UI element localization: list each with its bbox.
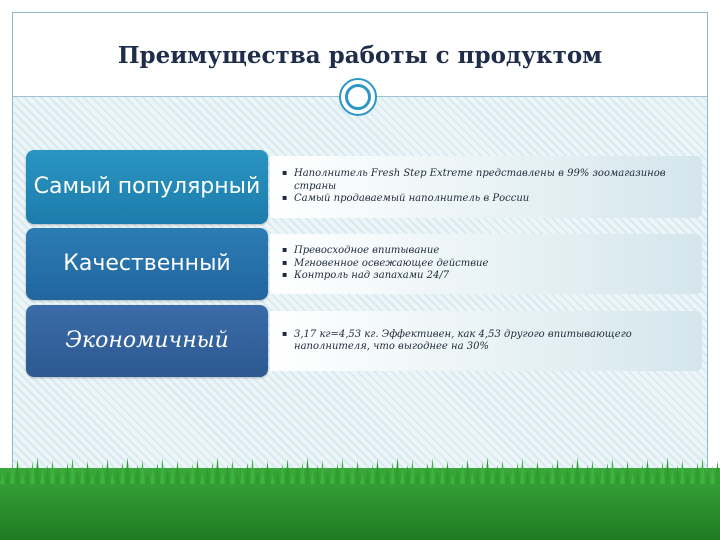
grass-blade [465,459,470,484]
grass-blade [560,472,565,484]
advantage-description-economy [270,311,702,371]
grass-blade [10,464,15,484]
grass-blade [165,471,170,484]
grass-blade [210,462,215,484]
bullet-item: ▪ Самый продаваемый наполнитель в России [282,193,692,206]
advantage-description-popular [270,156,702,218]
grass-blade [50,460,55,484]
grass-blade [135,465,140,484]
bullet-item: ▪ Мгновенное освежающее действие [282,258,692,271]
grass-blade [285,459,290,484]
grass-blade [105,459,110,484]
grass-blade [515,463,520,484]
grass-blade [445,461,450,484]
grass-blade [490,470,495,484]
grass-blade [425,463,430,484]
grass-blade [405,465,410,484]
grass-blade [0,474,5,484]
grass-blade [295,467,300,484]
grass-blade [270,474,275,484]
grass-blade [65,463,70,484]
grass-blade [500,460,505,484]
grass-blade [705,471,710,484]
grass-blade [390,462,395,484]
grass-blade [280,464,285,484]
grass-blade [220,470,225,484]
grass-blade [275,469,280,484]
grass-blade [520,458,525,484]
grass-blade [695,463,700,484]
grass-blade [240,468,245,484]
bullet-list [282,168,692,206]
grass-blade [400,470,405,484]
grass-blade [525,471,530,484]
grass-blade [305,457,310,484]
grass-blade [205,467,210,484]
grass-blade [690,468,695,484]
grass-blade [215,457,220,484]
grass-blade [30,462,35,484]
grass-blade [580,470,585,484]
grass-blade [575,457,580,484]
grass-blade [550,464,555,484]
grass-blade [640,464,645,484]
advantage-label-economy: Экономичный [26,305,268,377]
advantage-label-popular: Самый популярный [26,150,268,224]
bullet-item: ▪ Наполнитель Fresh Step Extreme представлены в 99% зоомагазинов страны [282,168,692,193]
grass-blade [590,460,595,484]
grass-blade [345,471,350,484]
grass-blade [140,460,145,484]
grass-blade [60,468,65,484]
grass-blade [90,474,95,484]
grass-decoration [0,468,720,540]
grass-blade [350,466,355,484]
grass-blade [380,472,385,484]
grass-blade [435,471,440,484]
grass-blade [410,460,415,484]
grass-blade [5,469,10,484]
grass-blade [480,462,485,484]
grass-blade [415,473,420,484]
grass-blade [530,466,535,484]
bullet-item: ▪ 3,17 кг=4,53 кг. Эффективен, как 4,53 другого впитывающего наполнителя, что выгоднее на 30% [282,329,692,354]
grass-blade [635,469,640,484]
grass-blade [655,467,660,484]
grass-blade [565,467,570,484]
grass-blade [570,462,575,484]
grass-blade [645,459,650,484]
grass-blade [15,459,20,484]
grass-blade [195,459,200,484]
bullet-item: ▪ Контроль над запахами 24/7 [282,270,692,283]
grass-blade [325,473,330,484]
advantage-label-quality: Качественный [26,228,268,300]
grass-blade [455,469,460,484]
grass-blade [85,461,90,484]
grass-blade [255,471,260,484]
advantage-row-quality [26,228,702,300]
advantage-row-popular [26,150,702,224]
grass-blade [430,458,435,484]
grass-blade [315,465,320,484]
grass-blade [625,461,630,484]
grass-blade [510,468,515,484]
grass-blade [395,457,400,484]
grass-blade [650,472,655,484]
grass-blade [245,463,250,484]
grass-blade [715,461,720,484]
grass-blade [170,466,175,484]
grass-blade [615,471,620,484]
grass-blade [155,463,160,484]
grass-blade [20,472,25,484]
advantage-row-economy [26,305,702,377]
grass-blade [320,460,325,484]
grass-blade [555,459,560,484]
grass-blade [190,464,195,484]
grass-blade [355,461,360,484]
grass-blade [330,468,335,484]
grass-blade [45,465,50,484]
grass-blade [540,474,545,484]
grass-blade [700,458,705,484]
grass-blade [685,473,690,484]
grass-blade [130,470,135,484]
grass-blade [175,461,180,484]
grass-blade [680,460,685,484]
grass-blade [225,465,230,484]
grass-blade [440,466,445,484]
bullet-list [282,329,692,354]
grass-blade [535,461,540,484]
grass-blade [385,467,390,484]
grass-blade [110,472,115,484]
grass-blade [230,460,235,484]
grass-blade [340,458,345,484]
grass-blade [95,469,100,484]
grass-blades [0,454,720,484]
grass-blade [710,466,715,484]
grass-blade [335,463,340,484]
grass-blade [180,474,185,484]
grass-blade [360,474,365,484]
grass-blade [200,472,205,484]
grass-blade [620,466,625,484]
grass-blade [545,469,550,484]
grass-blade [120,462,125,484]
grass-blade [605,463,610,484]
grass-blade [300,462,305,484]
grass-blade [25,467,30,484]
grass-blade [55,473,60,484]
grass-blade [100,464,105,484]
grass-blade [250,458,255,484]
grass-blade [470,472,475,484]
grass-blade [505,473,510,484]
grass-blade [610,458,615,484]
grass-blade [145,473,150,484]
grass-blade [475,467,480,484]
grass-blade [370,464,375,484]
grass-blade [665,457,670,484]
grass-blade [450,474,455,484]
grass-blade [630,474,635,484]
grass-blade [365,469,370,484]
grass-blade [35,457,40,484]
grass-blade [185,469,190,484]
grass-blade [260,466,265,484]
grass-blade [290,472,295,484]
grass-blade [495,465,500,484]
grass-blade [585,465,590,484]
circle-ring-icon [339,78,377,116]
grass-blade [70,458,75,484]
grass-blade [150,468,155,484]
grass-blade [310,470,315,484]
grass-blade [265,461,270,484]
grass-blade [80,466,85,484]
grass-blade [125,457,130,484]
grass-blade [670,470,675,484]
grass-blade [420,468,425,484]
grass-blade [75,471,80,484]
grass-blade [40,470,45,484]
grass-blade [235,473,240,484]
grass-blade [485,457,490,484]
grass-blade [115,467,120,484]
grass-blade [160,458,165,484]
grass-blade [595,473,600,484]
grass-blade [600,468,605,484]
grass-blade [660,462,665,484]
grass-blade [460,464,465,484]
slide-title: Преимущества работы с продуктом [117,42,603,69]
bullet-list [282,245,692,283]
bullet-item: ▪ Превосходное впитывание [282,245,692,258]
grass-blade [675,465,680,484]
advantage-description-quality [270,234,702,294]
grass-blade [375,459,380,484]
